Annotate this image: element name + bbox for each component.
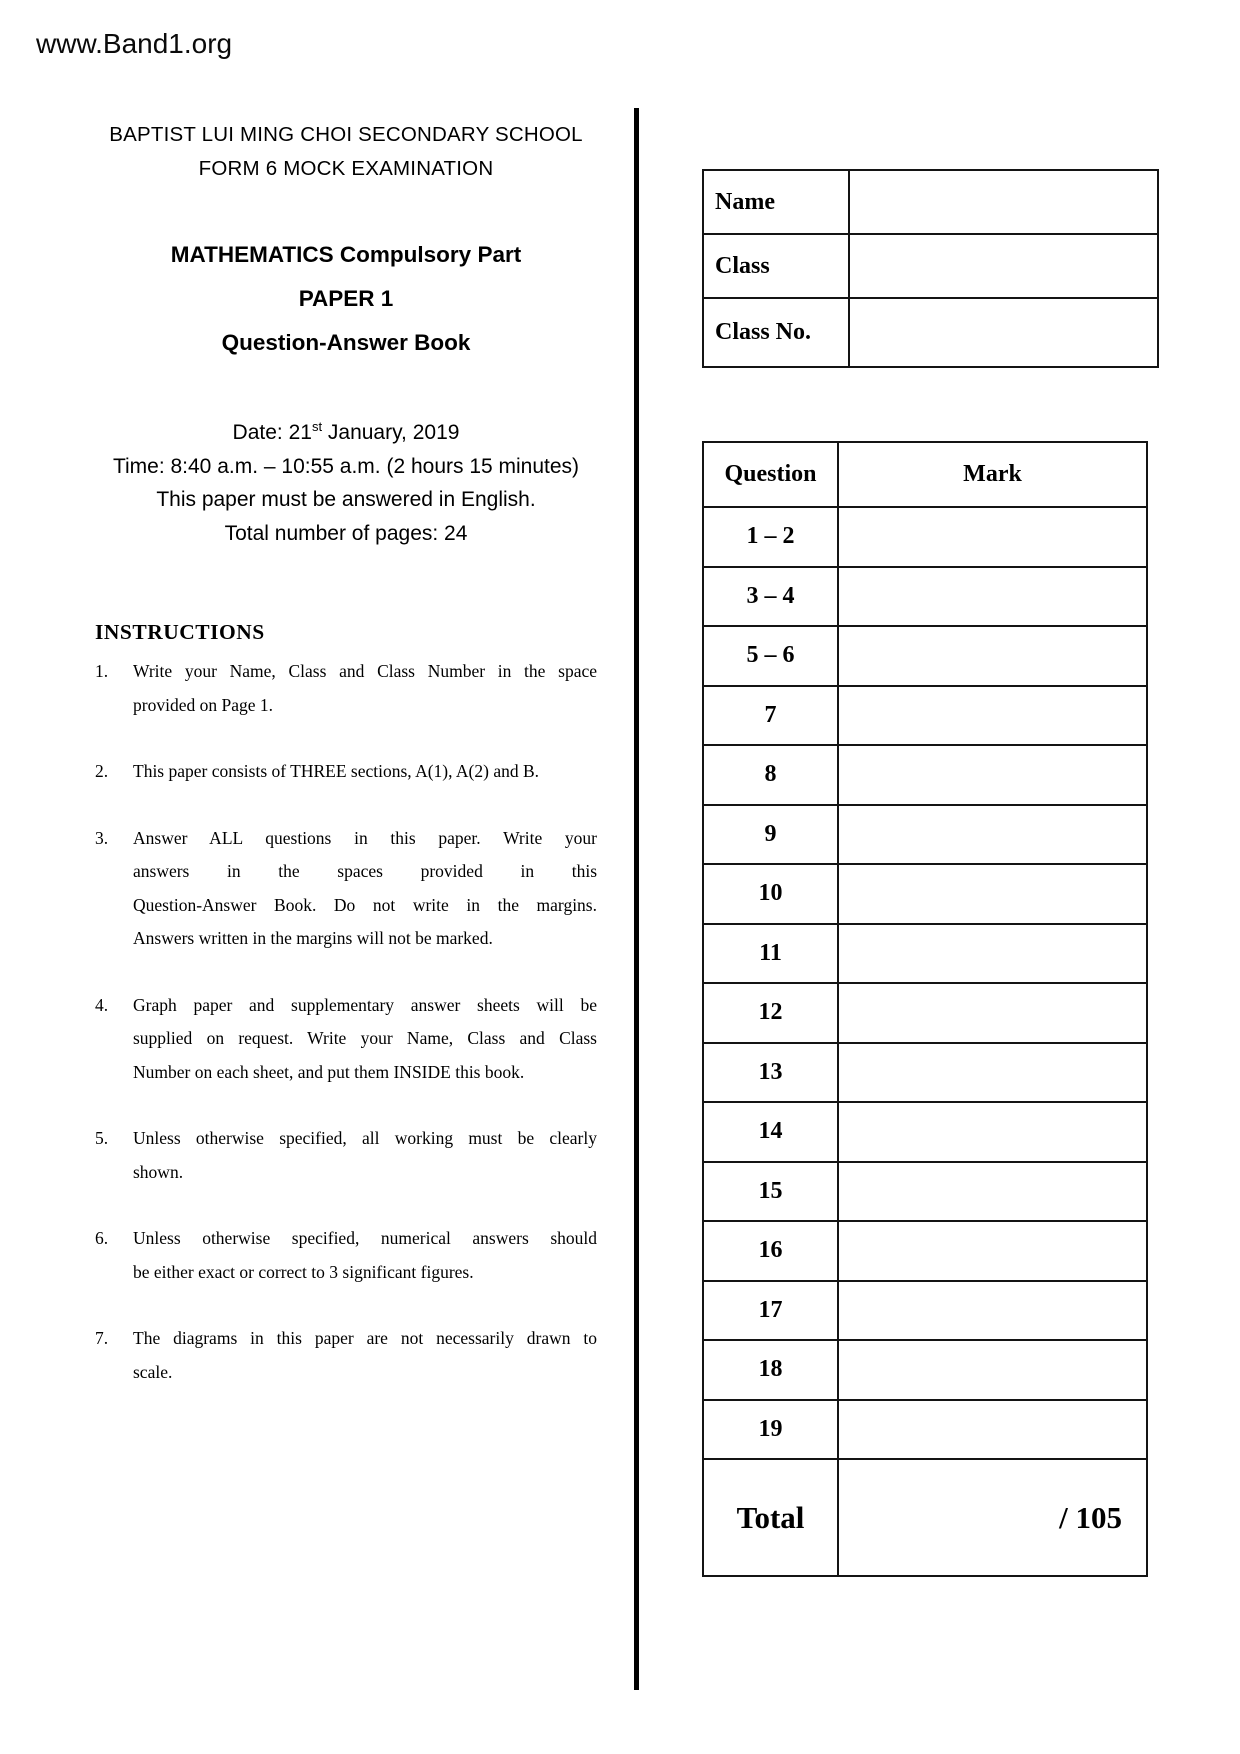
instruction-item-2 xyxy=(95,755,597,789)
instruction-item-3 xyxy=(95,822,597,956)
mark-row xyxy=(703,1340,1147,1400)
instruction-text: Unless otherwise specified, all working must be clearly shown. xyxy=(133,1128,597,1182)
mark-cell xyxy=(838,924,1147,984)
school-name: BAPTIST LUI MING CHOI SECONDARY SCHOOL xyxy=(109,123,583,146)
question-cell: 18 xyxy=(703,1340,838,1400)
question-cell: 14 xyxy=(703,1102,838,1162)
exam-date: Date: 21st January, 2019 xyxy=(232,419,460,444)
instruction-item-6 xyxy=(95,1222,597,1289)
mark-row xyxy=(703,1400,1147,1460)
instruction-text: The diagrams in this paper are not necessarily drawn to scale. xyxy=(133,1328,597,1382)
mark-cell xyxy=(838,864,1147,924)
mark-row xyxy=(703,745,1147,805)
exam-details-block xyxy=(95,416,597,550)
instructions-section xyxy=(95,620,597,1422)
mark-row xyxy=(703,1043,1147,1103)
question-cell: 3 – 4 xyxy=(703,567,838,627)
instruction-number: 7. xyxy=(95,1328,109,1348)
book-type: Question-Answer Book xyxy=(221,330,471,355)
info-value-class xyxy=(849,234,1158,298)
instruction-text: Unless otherwise specified, numerical answers should be either exact or correct to 3 significant figures. xyxy=(133,1228,597,1282)
question-cell: 13 xyxy=(703,1043,838,1103)
vertical-divider-rule xyxy=(634,108,639,1690)
mark-row xyxy=(703,507,1147,567)
mark-cell xyxy=(838,745,1147,805)
instruction-text: This paper consists of THREE sections, A(1), A(2) and B. xyxy=(133,761,540,781)
student-info-table xyxy=(702,169,1159,368)
instructions-heading: INSTRUCTIONS xyxy=(95,620,265,644)
question-cell: 8 xyxy=(703,745,838,805)
mark-cell xyxy=(838,1162,1147,1222)
instruction-item-4 xyxy=(95,989,597,1090)
mark-row xyxy=(703,1162,1147,1222)
info-row-class xyxy=(703,234,1158,298)
question-cell: 11 xyxy=(703,924,838,984)
mark-cell xyxy=(838,1400,1147,1460)
language-requirement: This paper must be answered in English. xyxy=(156,488,536,511)
instruction-number: 1. xyxy=(95,661,109,681)
marks-table-header-row xyxy=(703,442,1147,507)
info-row-class-no xyxy=(703,298,1158,367)
exam-name: FORM 6 MOCK EXAMINATION xyxy=(198,157,494,180)
question-cell: 10 xyxy=(703,864,838,924)
question-cell: 9 xyxy=(703,805,838,865)
mark-cell xyxy=(838,1102,1147,1162)
question-cell: 1 – 2 xyxy=(703,507,838,567)
instruction-item-7 xyxy=(95,1322,597,1389)
question-cell: 16 xyxy=(703,1221,838,1281)
exam-time: Time: 8:40 a.m. – 10:55 a.m. (2 hours 15 minutes) xyxy=(112,454,580,478)
mark-cell xyxy=(838,567,1147,627)
instruction-text: Graph paper and supplementary answer sheets will be supplied on request. Write your Name, Class and Class Number on each sheet, and put them INSIDE this book. xyxy=(133,994,597,1082)
mark-cell xyxy=(838,1043,1147,1103)
info-label-class-no: Class No. xyxy=(703,298,849,367)
mark-cell xyxy=(838,1221,1147,1281)
total-score: / 105 xyxy=(838,1459,1147,1576)
mark-row xyxy=(703,805,1147,865)
mark-cell xyxy=(838,686,1147,746)
mark-row xyxy=(703,1221,1147,1281)
mark-row xyxy=(703,1102,1147,1162)
mark-cell xyxy=(838,983,1147,1043)
total-row xyxy=(703,1459,1147,1576)
mark-cell xyxy=(838,626,1147,686)
date-ordinal-superscript: st xyxy=(311,419,323,434)
site-watermark: www.Band1.org xyxy=(36,28,233,59)
question-cell: 17 xyxy=(703,1281,838,1341)
total-pages: Total number of pages: 24 xyxy=(224,521,468,545)
mark-cell xyxy=(838,805,1147,865)
mark-cell xyxy=(838,1340,1147,1400)
mark-row xyxy=(703,983,1147,1043)
marks-table xyxy=(702,441,1148,1577)
instruction-text: Write your Name, Class and Class Number in the space provided on Page 1. xyxy=(133,661,597,715)
instruction-number: 2. xyxy=(95,761,109,781)
question-cell: 5 – 6 xyxy=(703,626,838,686)
paper-number: PAPER 1 xyxy=(298,286,394,311)
instruction-number: 5. xyxy=(95,1128,109,1148)
question-cell: 12 xyxy=(703,983,838,1043)
instruction-number: 4. xyxy=(95,994,109,1015)
mark-row xyxy=(703,626,1147,686)
school-header xyxy=(95,118,597,186)
mark-cell xyxy=(838,507,1147,567)
mark-row xyxy=(703,686,1147,746)
mark-row xyxy=(703,924,1147,984)
instruction-item-1 xyxy=(95,655,597,722)
total-label: Total xyxy=(703,1459,838,1576)
info-label-class: Class xyxy=(703,234,849,298)
question-cell: 19 xyxy=(703,1400,838,1460)
mark-column-header: Mark xyxy=(838,442,1147,507)
mark-row xyxy=(703,864,1147,924)
info-label-name: Name xyxy=(703,170,849,234)
instruction-item-5 xyxy=(95,1122,597,1189)
question-column-header: Question xyxy=(703,442,838,507)
instruction-number: 6. xyxy=(95,1228,109,1248)
info-row-name xyxy=(703,170,1158,234)
instruction-number: 3. xyxy=(95,827,109,848)
mark-row xyxy=(703,567,1147,627)
question-cell: 15 xyxy=(703,1162,838,1222)
question-cell: 7 xyxy=(703,686,838,746)
info-value-class-no xyxy=(849,298,1158,367)
subject-title: MATHEMATICS Compulsory Part xyxy=(170,242,522,267)
mark-cell xyxy=(838,1281,1147,1341)
info-value-name xyxy=(849,170,1158,234)
paper-title-block xyxy=(95,233,597,365)
instruction-text: Answer ALL questions in this paper. Write your answers in the spaces provided in this Question-Answer Book. Do not write in the margins. Answers written in the margins will not be marked. xyxy=(133,827,597,948)
mark-row xyxy=(703,1281,1147,1341)
